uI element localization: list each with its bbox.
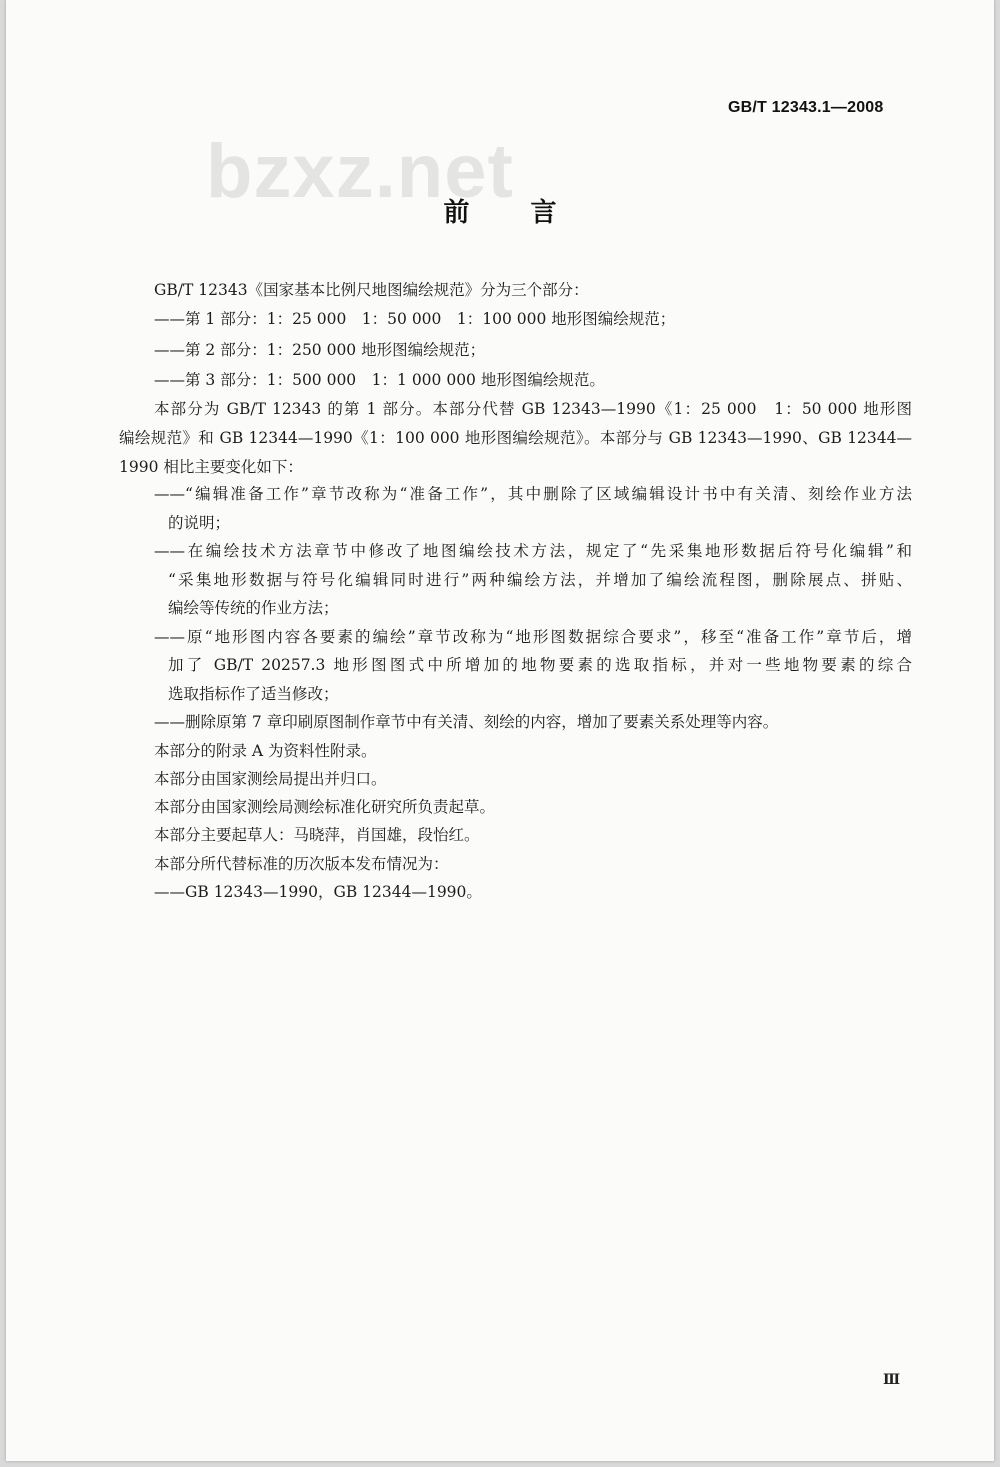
page-number: Ⅲ (883, 1372, 901, 1388)
drafters-line: 本部分主要起草人：马晓萍，肖国雄，段怡红。 (154, 826, 480, 844)
change-2-line-3: 编绘等传统的作业方法； (168, 599, 339, 617)
change-3-line-3: 选取指标作了适当修改； (168, 685, 339, 703)
change-2-line-2: “采集地形数据与符号化编辑同时进行”两种编绘方法，并增加了编绘流程图，删除展点、拼贴、 (168, 571, 912, 589)
history-versions-line: ——GB 12343—1990，GB 12344—1990。 (154, 883, 482, 901)
change-4-line: ——删除原第 7 章印刷原图制作章节中有关清、刻绘的内容，增加了要素关系处理等内容。 (154, 713, 779, 731)
document-id: GB/T 12343.1—2008 (728, 99, 884, 116)
proposer-line: 本部分由国家测绘局提出并归口。 (154, 770, 387, 788)
intro-line: GB/T 12343《国家基本比例尺地图编绘规范》分为三个部分： (154, 281, 589, 299)
part-2-line: ——第 2 部分：1：250 000 地形图编绘规范； (154, 341, 486, 359)
change-3-line-1: ——原“地形图内容各要素的编绘”章节改称为“地形图数据综合要求”，移至“准备工作”章节后，增 (154, 628, 912, 646)
page-title: 前 言 (443, 198, 583, 228)
change-1-line-1: ——“编辑准备工作”章节改称为“准备工作”，其中删除了区域编辑设计书中有关清、刻绘作业方法 (154, 485, 912, 503)
annex-line: 本部分的附录 A 为资料性附录。 (154, 742, 377, 760)
change-3-line-2: 加了 GB/T 20257.3 地形图图式中所增加的地物要素的选取指标，并对一些地物要素的综合 (168, 656, 912, 674)
change-1-line-2: 的说明； (168, 514, 231, 532)
part-1-line: ——第 1 部分：1：25 000 1：50 000 1：100 000 地形图编绘规范； (154, 310, 676, 328)
watermark: bzxz.net (206, 129, 514, 214)
change-2-line-1: ——在编绘技术方法章节中修改了地图编绘技术方法，规定了“先采集地形数据后符号化编辑”和 (154, 542, 912, 560)
document-page (6, 0, 994, 1461)
replacement-line-1: 本部分为 GB/T 12343 的第 1 部分。本部分代替 GB 12343—1990《1：25 000 1：50 000 地形图 (154, 400, 912, 418)
replacement-line-2: 编绘规范》和 GB 12344—1990《1：100 000 地形图编绘规范》。本部分与 GB 12343—1990、GB 12344— (119, 429, 912, 447)
history-intro-line: 本部分所代替标准的历次版本发布情况为： (154, 855, 449, 873)
replacement-line-3: 1990 相比主要变化如下： (119, 458, 303, 476)
part-3-line: ——第 3 部分：1：500 000 1：1 000 000 地形图编绘规范。 (154, 371, 605, 389)
drafting-unit-line: 本部分由国家测绘局测绘标准化研究所负责起草。 (154, 798, 496, 816)
